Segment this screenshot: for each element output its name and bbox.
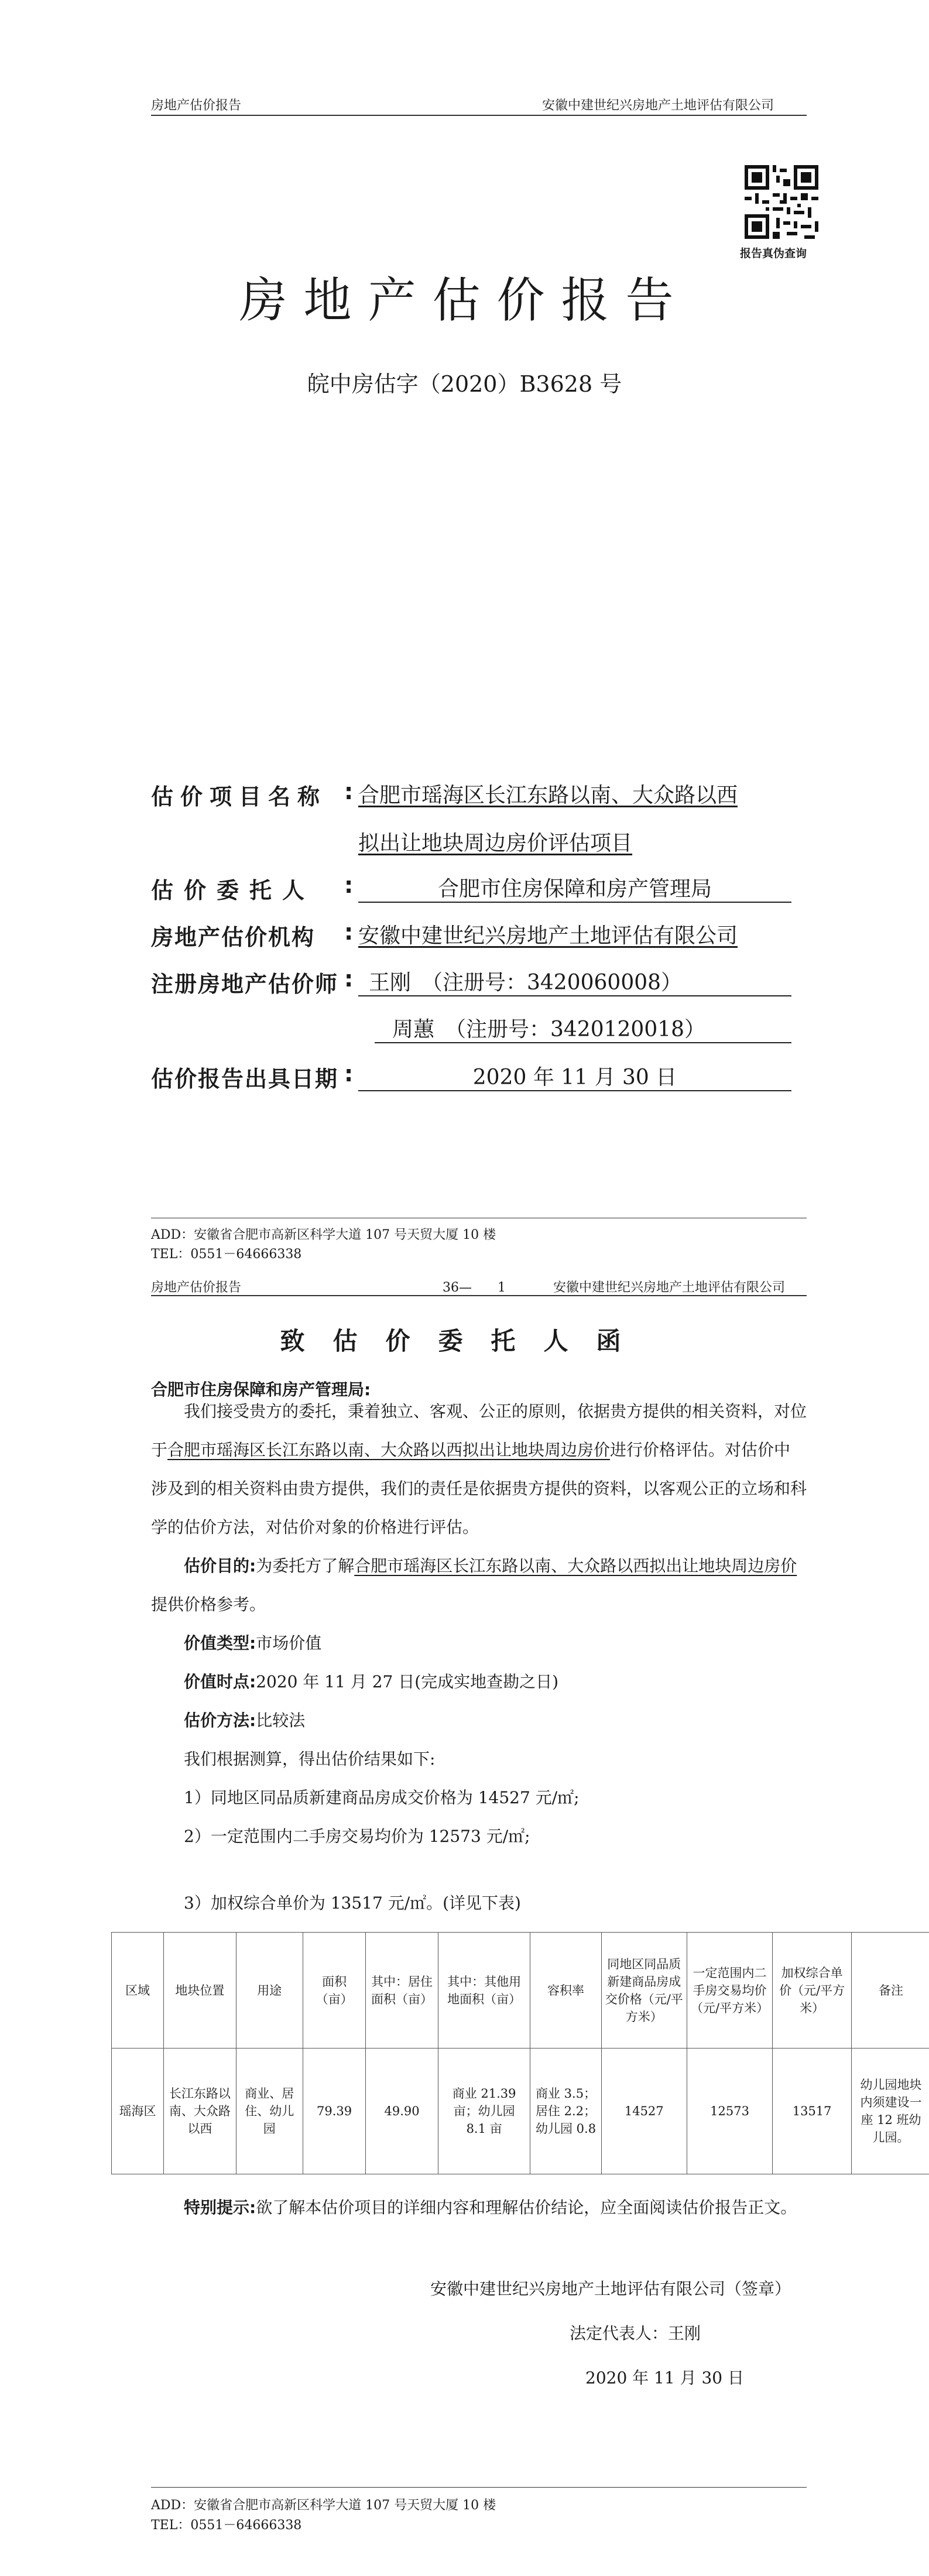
appraisal-method: 估价方法:比较法 — [184, 1711, 306, 1730]
agency-value: 安徽中建世纪兴房地产土地评估有限公司 — [358, 924, 738, 948]
footer-address: ADD：安徽省合肥市高新区科学大道 107 号天贸大厦 10 楼 — [151, 1228, 496, 1242]
table-header: 备注 — [852, 1933, 929, 2049]
qr-caption: 报告真伪查询 — [740, 247, 807, 260]
table-header: 同地区同品质新建商品房成交价格（元/平方米） — [601, 1933, 687, 2049]
table-header: 容积率 — [530, 1933, 601, 2049]
table-header-row — [112, 1933, 929, 2049]
valuation-table — [111, 1932, 929, 2174]
letter-title: 致估价委托人函 — [280, 1327, 649, 1355]
result-intro: 我们根据测算，得出估价结果如下: — [184, 1749, 436, 1769]
table-header: 用途 — [236, 1933, 303, 2049]
client-colon: : — [344, 872, 355, 898]
footer2-tel: TEL：0551－64666338 — [151, 2518, 302, 2533]
project-label: 估价项目名称 — [151, 784, 327, 810]
table-cell: 瑶海区 — [112, 2049, 164, 2174]
value-type: 价值类型:市场价值 — [184, 1633, 322, 1653]
letter-addressee: 合肥市住房保障和房产管理局: — [151, 1380, 371, 1399]
table-header: 加权综合单价（元/平方米） — [773, 1933, 852, 2049]
result-1: 1）同地区同品质新建商品房成交价格为 14527 元/㎡; — [184, 1788, 580, 1807]
appraiser1-underline — [358, 995, 791, 996]
result-2: 2）一定范围内二手房交易均价为 12573 元/㎡; — [184, 1827, 530, 1846]
cover-title: 房地产估价报告 — [239, 273, 690, 328]
table-cell: 49.90 — [366, 2049, 438, 2174]
header-divider — [151, 115, 807, 116]
table-cell: 商业 21.39 亩；幼儿园 8.1 亩 — [438, 2049, 530, 2174]
agency-label: 房地产估价机构 — [151, 924, 316, 950]
client-underline — [358, 902, 791, 903]
appraiser-label: 注册房地产估价师 — [151, 971, 339, 997]
table-cell: 13517 — [773, 2049, 852, 2174]
table-header: 区域 — [112, 1933, 164, 2049]
sign-representative: 法定代表人：王刚 — [570, 2324, 701, 2343]
header-right: 安徽中建世纪兴房地产土地评估有限公司 — [541, 98, 774, 113]
letter-para1: 我们接受贵方的委托，秉着独立、客观、公正的原则，依据贵方提供的相关资料，对位于合肥市瑶海区长江东路以南、大众路以西拟出让地块周边房价进行价格评估。对估价中涉及到的相关资料由贵方提供，我们的责任是依据贵方提供的资料，以客观公正的立场和科学的估价方法，对估价对象的价格进行评估。 — [151, 1402, 807, 1537]
page2-header-divider — [151, 1295, 807, 1296]
client-label: 估价委托人 — [151, 878, 316, 903]
report-number: 皖中房估字（2020）B3628 号 — [307, 371, 622, 397]
appraiser-colon: : — [344, 966, 355, 992]
table-cell: 12573 — [687, 2049, 772, 2174]
footer2-divider — [151, 2487, 807, 2488]
table-header: 其中：居住面积（亩） — [366, 1933, 438, 2049]
footer2-address: ADD：安徽省合肥市高新区科学大道 107 号天贸大厦 10 楼 — [151, 2498, 496, 2513]
project-colon: : — [344, 779, 355, 804]
value-time: 价值时点:2020 年 11 月 27 日(完成实地查勘之日) — [184, 1672, 559, 1691]
appraiser2-underline — [375, 1042, 791, 1043]
table-header: 一定范围内二手房交易均价（元/平方米） — [687, 1933, 772, 2049]
letter-purpose: 估价目的:为委托方了解合肥市瑶海区长江东路以南、大众路以西拟出让地块周边房价提供价格参考。 — [151, 1556, 797, 1614]
date-underline — [358, 1090, 791, 1091]
header-left: 房地产估价报告 — [151, 98, 242, 113]
table-cell: 商业 3.5；居住 2.2；幼儿园 0.8 — [530, 2049, 601, 2174]
table-cell: 14527 — [601, 2049, 687, 2174]
page-number: 36— 1 — [443, 1280, 506, 1295]
table-cell: 商业、居住、幼儿园 — [236, 2049, 303, 2174]
date-label: 估价报告出具日期 — [151, 1066, 339, 1092]
footer-tel: TEL：0551－64666338 — [151, 1247, 302, 1262]
date-value: 2020 年 11 月 30 日 — [472, 1066, 677, 1090]
agency-colon: : — [344, 919, 355, 945]
table-header: 其中：其他用地面积（亩） — [438, 1933, 530, 2049]
table-header: 地块位置 — [164, 1933, 236, 2049]
page2-header-left: 房地产估价报告 — [151, 1280, 242, 1295]
project-line2: 拟出让地块周边房价评估项目 — [358, 831, 633, 855]
appraiser-1: 王刚 （注册号：3420060008） — [369, 971, 683, 995]
page2-header-right: 安徽中建世纪兴房地产土地评估有限公司 — [553, 1280, 786, 1295]
project-line1: 合肥市瑶海区长江东路以南、大众路以西 — [358, 783, 738, 807]
table-cell: 幼儿园地块内须建设一座 12 班幼儿园。 — [852, 2049, 929, 2174]
table-cell: 79.39 — [303, 2049, 365, 2174]
client-value: 合肥市住房保障和房产管理局 — [437, 877, 712, 901]
table-header: 面积（亩） — [303, 1933, 365, 2049]
special-notice: 特别提示:欲了解本估价项目的详细内容和理解估价结论，应全面阅读估价报告正文。 — [184, 2198, 797, 2217]
qr-code-icon — [745, 165, 818, 239]
sign-date: 2020 年 11 月 30 日 — [585, 2368, 745, 2387]
table-row — [112, 2049, 929, 2174]
sign-company: 安徽中建世纪兴房地产土地评估有限公司（签章） — [430, 2279, 791, 2298]
appraiser-2: 周蕙 （注册号：3420120018） — [392, 1018, 706, 1042]
date-colon: : — [344, 1061, 355, 1087]
result-3: 3）加权综合单价为 13517 元/㎡。(详见下表) — [184, 1893, 521, 1913]
table-cell: 长江东路以南、大众路以西 — [164, 2049, 236, 2174]
